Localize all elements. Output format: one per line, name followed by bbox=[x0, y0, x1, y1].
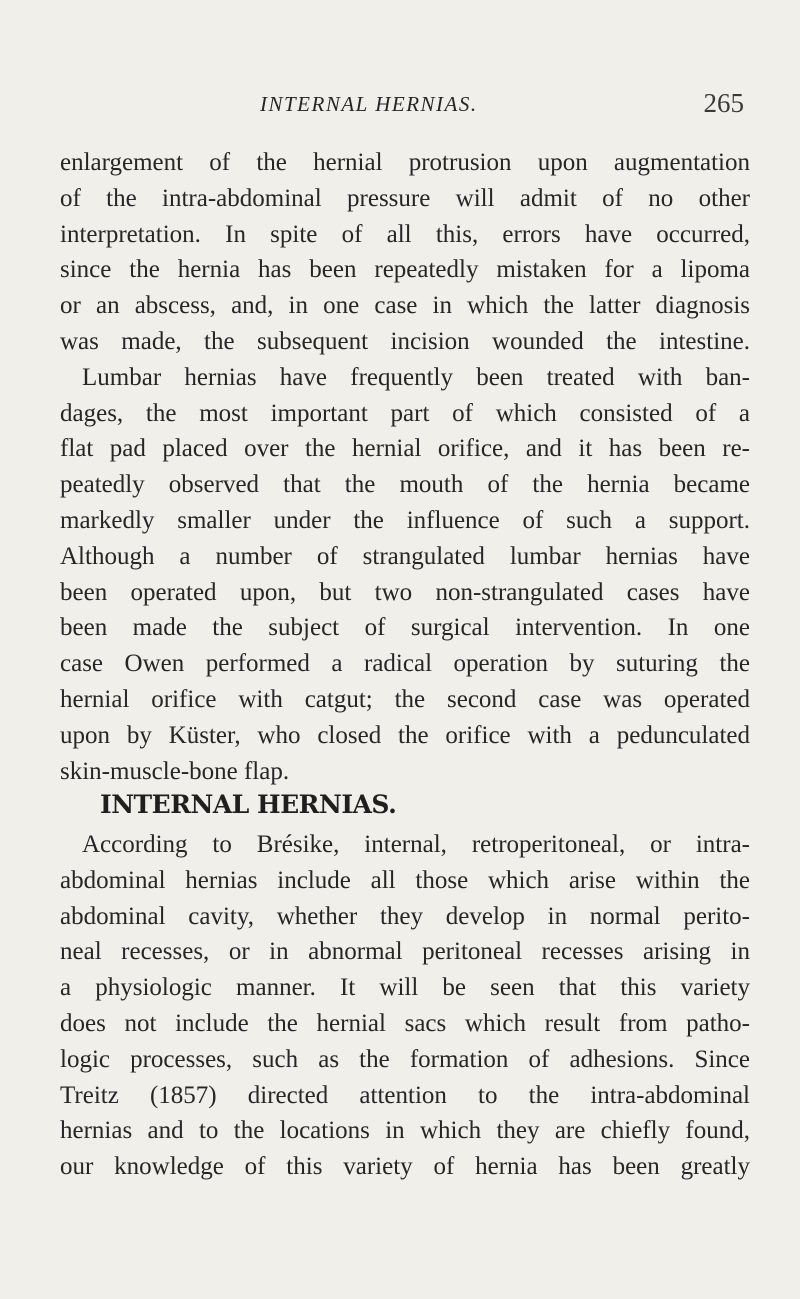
text-line: or an abscess, and, in one case in which the latter diagnosis bbox=[60, 292, 750, 320]
page-number: 265 bbox=[703, 88, 744, 118]
paragraph-lumbar-hernias bbox=[60, 145, 750, 789]
text-line: Although a number of strangulated lumbar hernias have bbox=[60, 542, 750, 570]
text-line: a physiologic manner. It will be seen that this variety bbox=[60, 974, 750, 1002]
text-line: dages, the most important part of which consisted of a bbox=[60, 399, 750, 427]
text-line: skin-muscle-bone flap. bbox=[60, 757, 290, 785]
running-title: INTERNAL HERNIAS. bbox=[260, 92, 478, 116]
text-line: According to Brésike, internal, retroperitoneal, or intra- bbox=[82, 831, 750, 858]
text-line: interpretation. In spite of all this, errors have occurred, bbox=[60, 220, 750, 248]
text-line: since the hernia has been repeatedly mistaken for a lipoma bbox=[60, 256, 750, 284]
text-line: Lumbar hernias have frequently been treated with ban- bbox=[82, 363, 750, 391]
text-line: Treitz (1857) directed attention to the intra-abdominal bbox=[60, 1081, 750, 1109]
text-line: been operated upon, but two non-strangulated cases have bbox=[60, 578, 750, 606]
running-head bbox=[100, 88, 744, 128]
text-line: abdominal hernias include all those which arise within the bbox=[60, 866, 750, 894]
section-heading: INTERNAL HERNIAS. bbox=[100, 790, 397, 819]
text-line: our knowledge of this variety of hernia has been greatly bbox=[60, 1153, 750, 1181]
text-line: peatedly observed that the mouth of the hernia became bbox=[60, 471, 750, 499]
text-line: hernias and to the locations in which they are chiefly found, bbox=[60, 1117, 750, 1145]
paragraph-internal-hernias bbox=[60, 827, 750, 1185]
text-line: of the intra-abdominal pressure will admit of no other bbox=[60, 184, 750, 212]
text-line: enlargement of the hernial protrusion upon augmentation bbox=[60, 149, 750, 176]
text-line: was made, the subsequent incision wounded the intestine. bbox=[60, 327, 750, 355]
text-line: hernial orifice with catgut; the second case was operated bbox=[60, 685, 750, 713]
text-line: upon by Küster, who closed the orifice with a pedunculated bbox=[60, 721, 750, 749]
text-line: does not include the hernial sacs which result from patho- bbox=[60, 1009, 750, 1037]
text-line: been made the subject of surgical intervention. In one bbox=[60, 614, 750, 642]
text-line: abdominal cavity, whether they develop in normal perito- bbox=[60, 902, 750, 930]
text-line: case Owen performed a radical operation by suturing the bbox=[60, 650, 750, 678]
text-line: logic processes, such as the formation of adhesions. Since bbox=[60, 1045, 750, 1073]
text-line: neal recesses, or in abnormal peritoneal recesses arising in bbox=[60, 938, 750, 966]
text-line: markedly smaller under the influence of such a support. bbox=[60, 506, 750, 534]
text-line: flat pad placed over the hernial orifice, and it has been re- bbox=[60, 435, 750, 463]
